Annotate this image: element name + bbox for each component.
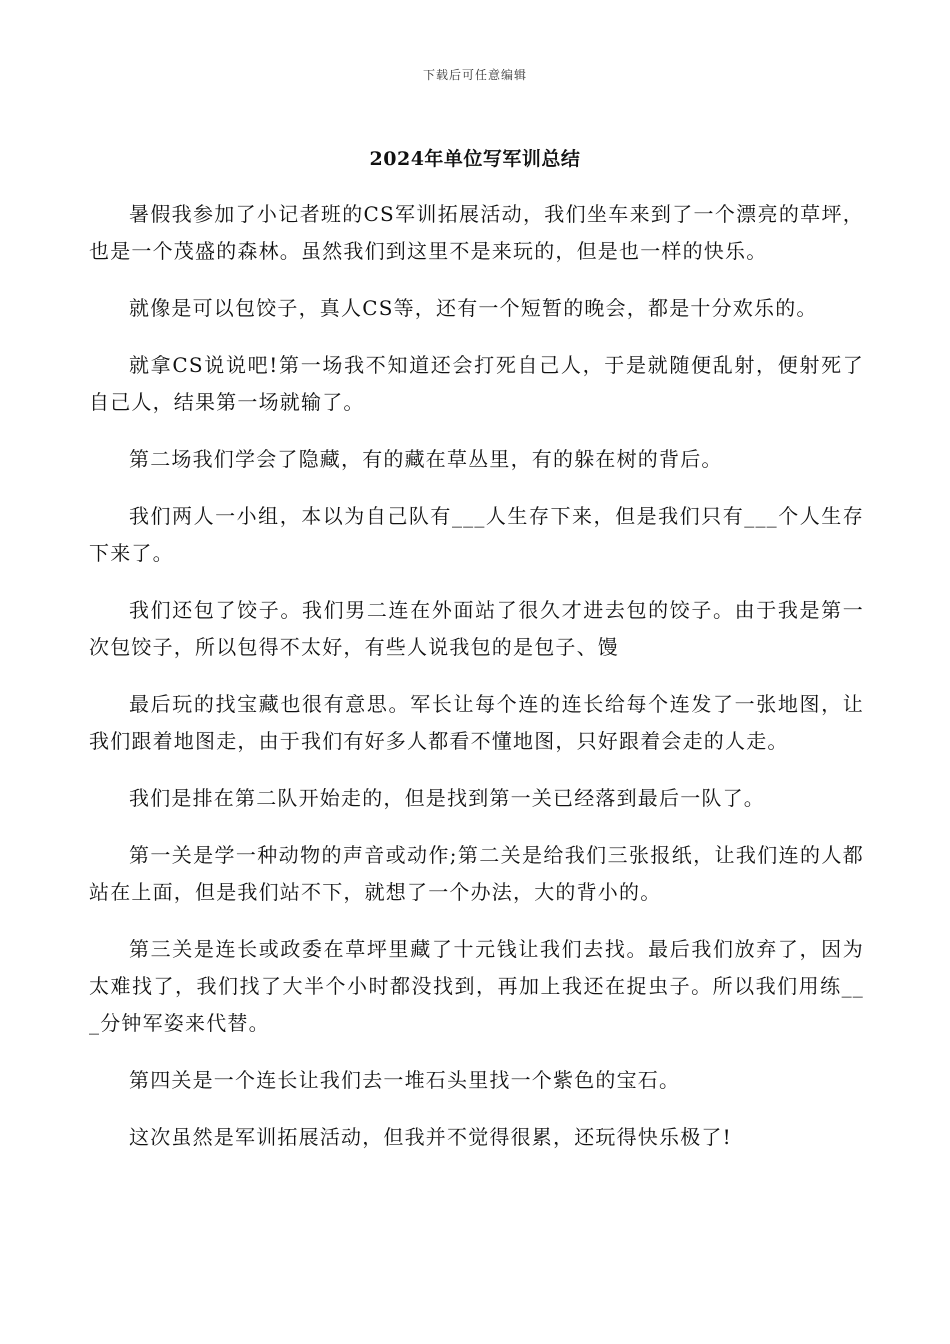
- paragraph: 第二场我们学会了隐藏，有的藏在草丛里，有的躲在树的背后。: [129, 447, 723, 471]
- header-note: 下载后可任意编辑: [422, 68, 527, 82]
- document-title: 2024年单位写军训总结: [369, 148, 581, 170]
- paragraph: 我们还包了饺子。我们男二连在外面站了很久才进去包的饺子。由于我是第一次包饺子，所以包得不太好，有些人说我包的是包子、馒: [89, 598, 864, 659]
- paragraph: 就拿CS说说吧!第一场我不知道还会打死自己人，于是就随便乱射，便射死了自己人，结果第一场就输了。: [89, 353, 864, 414]
- paragraph: 我们是排在第二队开始走的，但是找到第一关已经落到最后一队了。: [129, 786, 765, 810]
- paragraph: 第一关是学一种动物的声音或动作;第二关是给我们三张报纸，让我们连的人都站在上面，但是我们站不下，就想了一个办法，大的背小的。: [89, 843, 864, 904]
- paragraph: 我们两人一小组，本以为自己队有___人生存下来，但是我们只有___个人生存下来了。: [89, 504, 864, 565]
- paragraph: 第三关是连长或政委在草坪里藏了十元钱让我们去找。最后我们放弃了，因为太难找了，我们找了大半个小时都没找到，再加上我还在捉虫子。所以我们用练___分钟军姿来代替。: [89, 937, 864, 1035]
- paragraph: 最后玩的找宝藏也很有意思。军长让每个连的连长给每个连发了一张地图，让我们跟着地图走，由于我们有好多人都看不懂地图，只好跟着会走的人走。: [89, 692, 864, 753]
- paragraph: 暑假我参加了小记者班的CS军训拓展活动，我们坐车来到了一个漂亮的草坪，也是一个茂盛的森林。虽然我们到这里不是来玩的，但是也一样的快乐。: [89, 202, 864, 263]
- paragraph: 就像是可以包饺子，真人CS等，还有一个短暂的晚会，都是十分欢乐的。: [129, 296, 818, 320]
- paragraph: 第四关是一个连长让我们去一堆石头里找一个紫色的宝石。: [129, 1068, 681, 1092]
- paragraph: 这次虽然是军训拓展活动，但我并不觉得很累，还玩得快乐极了!: [129, 1125, 732, 1149]
- document-body: [89, 196, 864, 1176]
